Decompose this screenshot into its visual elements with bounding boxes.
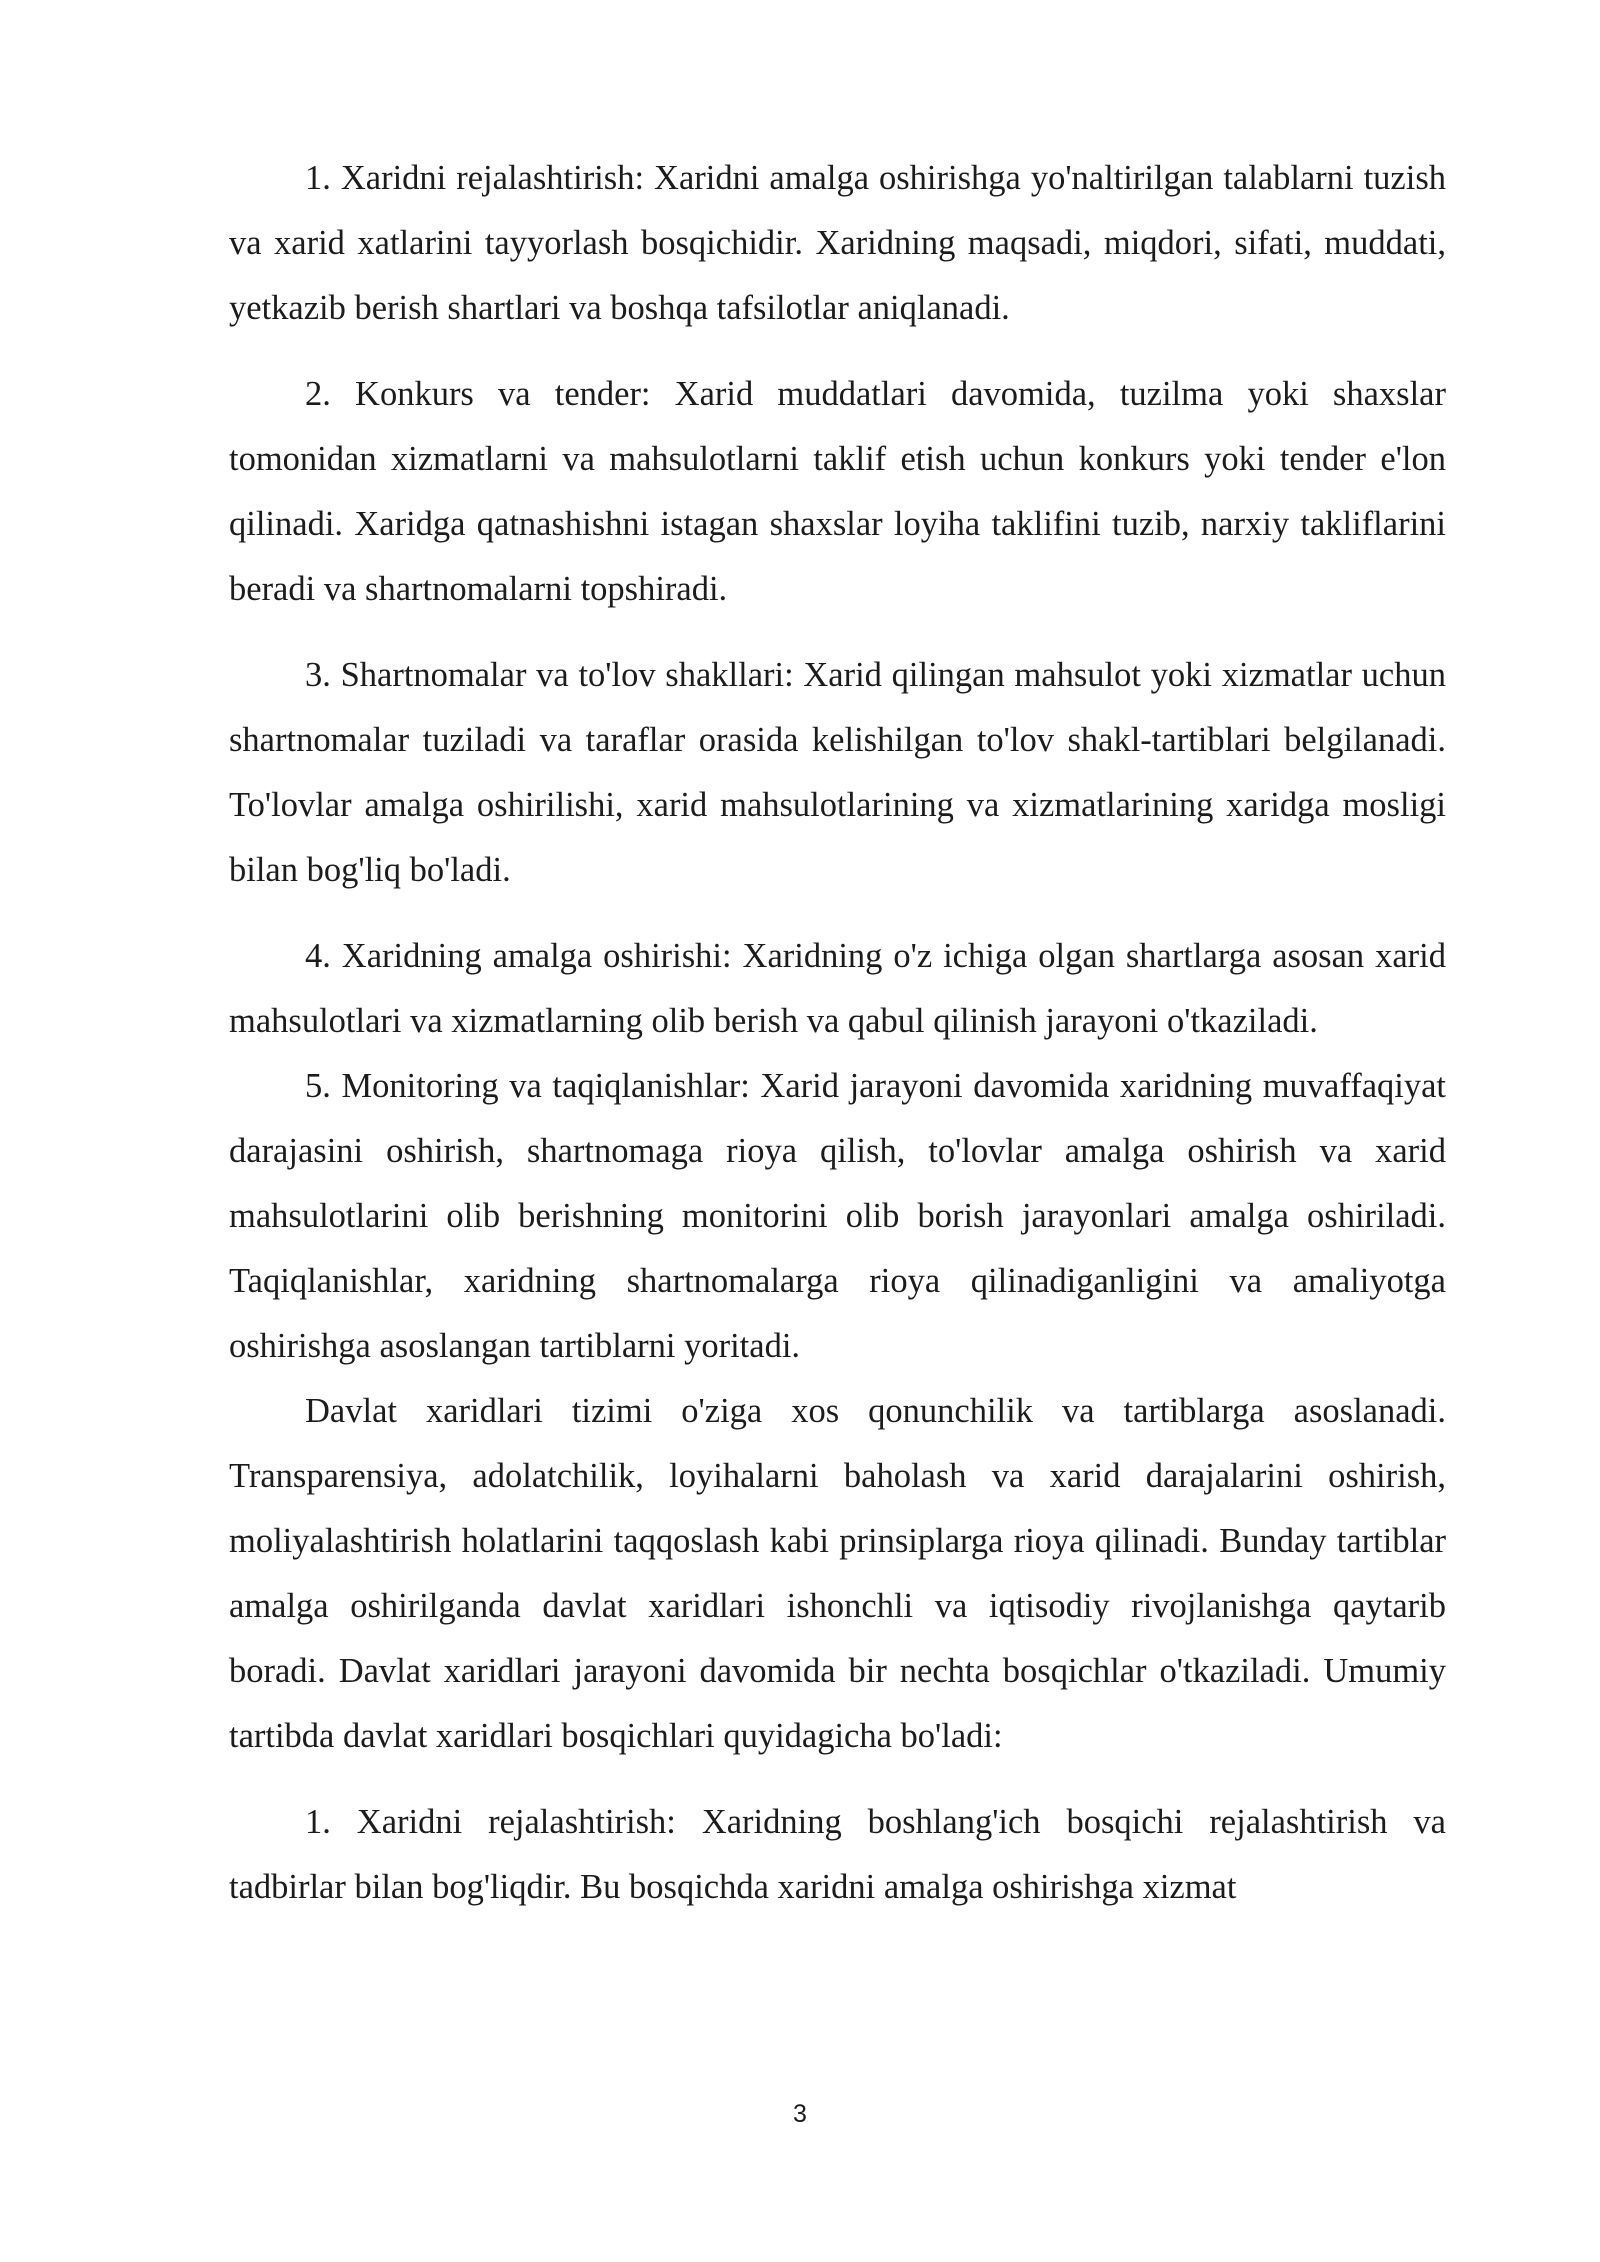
paragraph-planning: 1. Xaridni rejalashtirish: Xaridni amalga oshirishga yo'naltirilgan talablarni tuzish va xarid xatlarini tayyorlash bosqichidir. Xaridning maqsadi, miqdori, sifati, muddati, yetkazib berish shartlari va boshqa tafsilotlar aniqlanadi.	[229, 159, 1446, 327]
paragraph-monitoring: 5. Monitoring va taqiqlanishlar: Xarid jarayoni davomida xaridning muvaffaqiyat darajasini oshirish, shartnomaga rioya qilish, to'lovlar amalga oshirish va xarid mahsulotlarini olib berishning monitorini olib borish jarayonlari amalga oshiriladi. Taqiqlanishlar, xaridning shartnomalarga rioya qilinadiganligini va amaliyotga oshirishga asoslangan tartiblarni yoritadi.	[229, 1067, 1446, 1365]
document-body	[229, 146, 1446, 1920]
paragraph-public-procurement: Davlat xaridlari tizimi o'ziga xos qonunchilik va tartiblarga asoslanadi. Transparensiya, adolatchilik, loyihalarni baholash va xarid darajalarini oshirish, moliyalashtirish holatlarini taqqoslash kabi prinsiplarga rioya qilinadi. Bunday tartiblar amalga oshirilganda davlat xaridlari ishonchli va iqtisodiy rivojlanishga qaytarib boradi. Davlat xaridlari jarayoni davomida bir nechta bosqichlar o'tkaziladi. Umumiy tartibda davlat xaridlari bosqichlari quyidagicha bo'ladi:	[229, 1392, 1446, 1755]
page-number: 3	[793, 2100, 807, 2128]
paragraph-planning-stage: 1. Xaridni rejalashtirish: Xaridning boshlang'ich bosqichi rejalashtirish va tadbirlar bilan bog'liqdir. Bu bosqichda xaridni amalga oshirishga xizmat	[229, 1803, 1446, 1906]
paragraph-execution: 4. Xaridning amalga oshirishi: Xaridning o'z ichiga olgan shartlarga asosan xarid mahsulotlari va xizmatlarning olib berish va qabul qilinish jarayoni o'tkaziladi.	[229, 937, 1446, 1040]
paragraph-contracts: 3. Shartnomalar va to'lov shakllari: Xarid qilingan mahsulot yoki xizmatlar uchun shartnomalar tuziladi va taraflar orasida kelishilgan to'lov shakl-tartiblari belgilanadi. To'lovlar amalga oshirilishi, xarid mahsulotlarining va xizmatlarining xaridga mosligi bilan bog'liq bo'ladi.	[229, 656, 1446, 889]
paragraph-tender: 2. Konkurs va tender: Xarid muddatlari davomida, tuzilma yoki shaxslar tomonidan xizmatlarni va mahsulotlarni taklif etish uchun konkurs yoki tender e'lon qilinadi. Xaridga qatnashishni istagan shaxslar loyiha taklifini tuzib, narxiy takliflarini beradi va shartnomalarni topshiradi.	[229, 375, 1446, 608]
